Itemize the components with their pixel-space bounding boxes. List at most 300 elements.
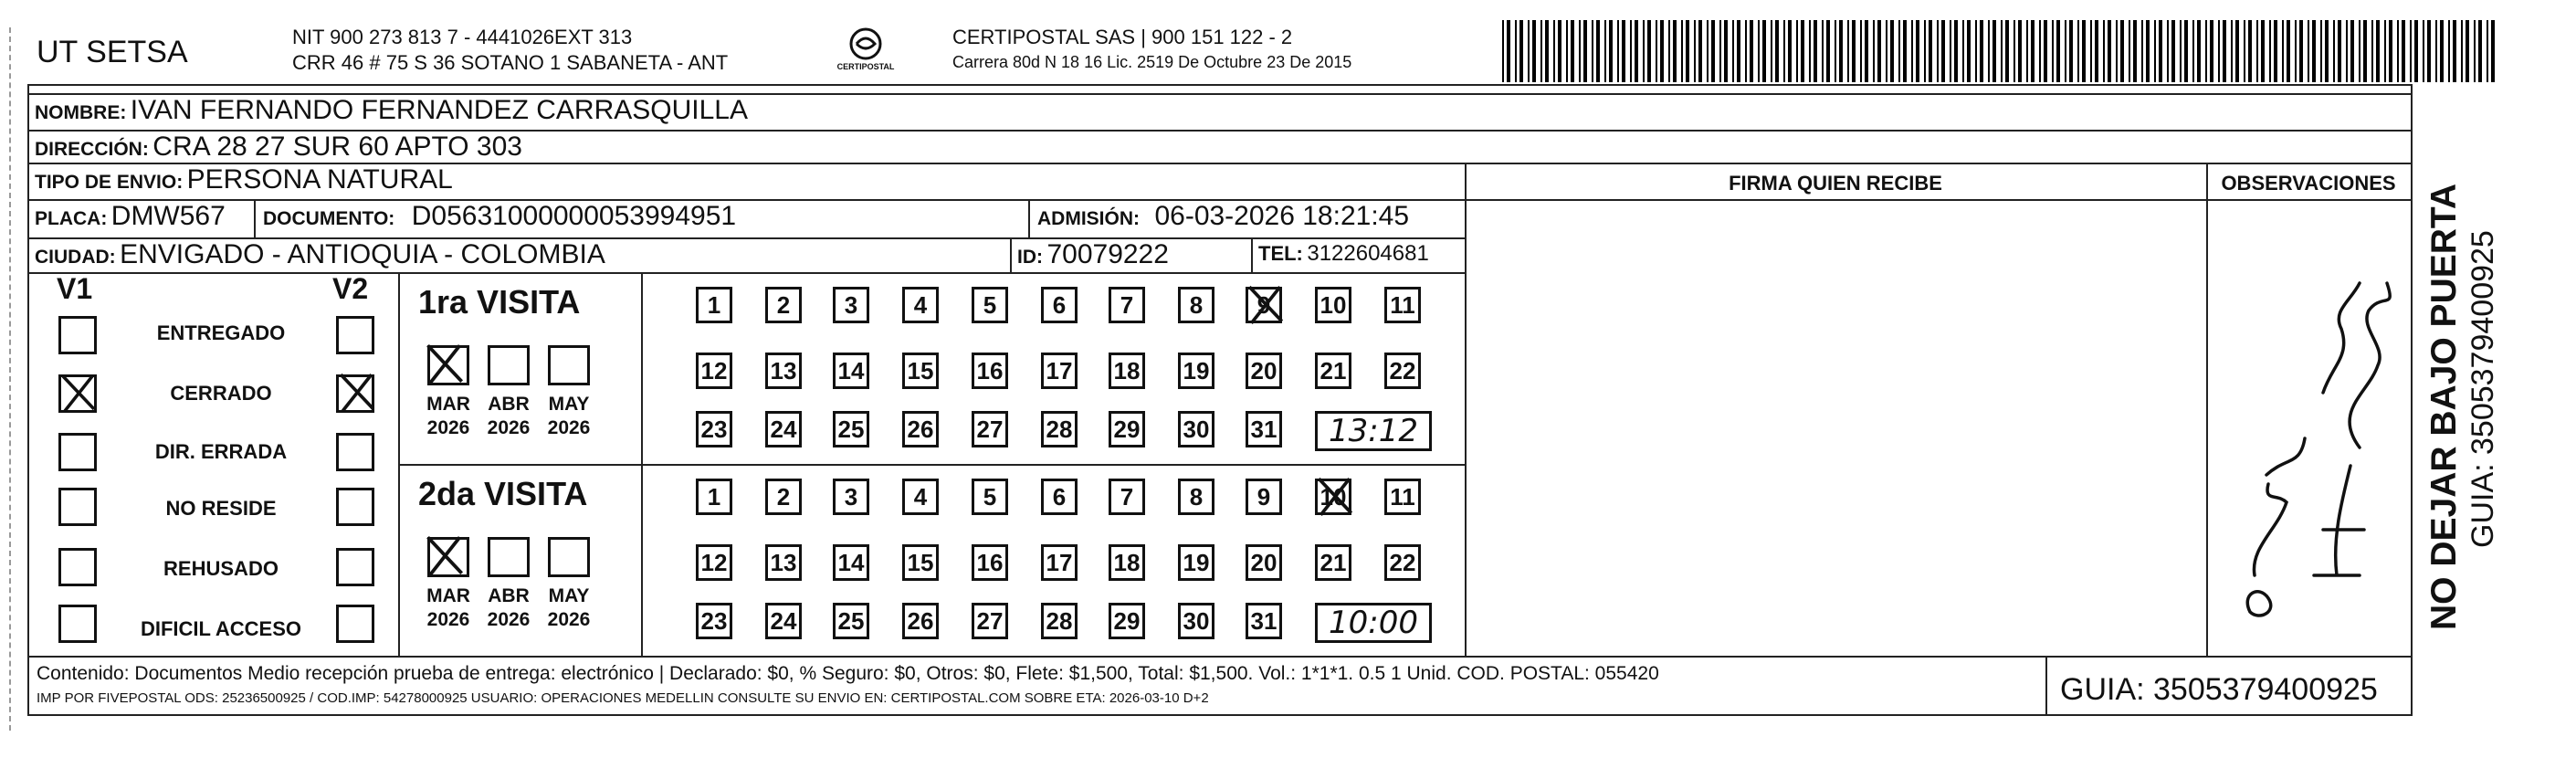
barcode-bar bbox=[1558, 20, 1561, 82]
barcode-bar bbox=[1937, 20, 1939, 82]
day-box-2[interactable]: 2 bbox=[765, 287, 802, 323]
month-checkbox[interactable] bbox=[548, 537, 590, 577]
barcode-bar bbox=[2171, 20, 2175, 82]
day-box-6[interactable]: 6 bbox=[1041, 287, 1078, 323]
barcode-bar bbox=[1528, 20, 1530, 82]
barcode-bar bbox=[1592, 20, 1593, 82]
month-label: MAY 2026 bbox=[547, 585, 591, 630]
tipo-field bbox=[35, 164, 453, 195]
barcode-bar bbox=[2013, 20, 2015, 82]
barcode-bar bbox=[2466, 20, 2469, 82]
barcode-bar bbox=[2218, 20, 2220, 82]
month-checkbox[interactable] bbox=[548, 345, 590, 385]
day-box-26[interactable]: 26 bbox=[902, 603, 939, 639]
month-label: MAR 2026 bbox=[426, 394, 470, 438]
ciudad-value: ENVIGADO - ANTIOQUIA - COLOMBIA bbox=[120, 239, 605, 269]
barcode-bar bbox=[2192, 20, 2194, 82]
day-box-19[interactable]: 19 bbox=[1178, 544, 1214, 581]
barcode-bar bbox=[2320, 20, 2322, 82]
barcode-bar bbox=[2269, 20, 2271, 82]
divider bbox=[1010, 237, 1012, 272]
barcode-bar bbox=[2056, 20, 2060, 82]
day-box-31[interactable]: 31 bbox=[1246, 411, 1282, 447]
barcode-bar bbox=[2261, 20, 2265, 82]
logo-text: CERTIPOSTAL bbox=[836, 62, 895, 71]
day-box-25[interactable]: 25 bbox=[833, 411, 869, 447]
nombre-label: NOMBRE: bbox=[35, 102, 127, 123]
barcode-bar bbox=[2031, 20, 2035, 82]
barcode-bar bbox=[1809, 20, 1811, 82]
day-box-2[interactable]: 2 bbox=[765, 479, 802, 515]
id-label: ID: bbox=[1017, 247, 1043, 268]
ciudad-field bbox=[35, 239, 605, 270]
barcode-bar bbox=[1975, 20, 1977, 82]
check-x-mark bbox=[422, 533, 466, 577]
placa-field bbox=[35, 201, 226, 232]
barcode-bar bbox=[1643, 20, 1645, 82]
barcode-bar bbox=[2039, 20, 2041, 82]
barcode-bar bbox=[1852, 20, 1856, 82]
day-box-13[interactable]: 13 bbox=[765, 353, 802, 389]
barcode-bar bbox=[2287, 20, 2290, 82]
barcode-bar bbox=[2108, 20, 2111, 82]
barcode-bar bbox=[1647, 20, 1651, 82]
barcode-bar bbox=[1579, 20, 1581, 82]
divider bbox=[1028, 199, 1030, 237]
documento-field bbox=[263, 201, 736, 232]
divider bbox=[398, 464, 1465, 466]
barcode-bar bbox=[1732, 20, 1734, 82]
barcode-bar bbox=[1596, 20, 1600, 82]
barcode-bar bbox=[2210, 20, 2213, 82]
barcode-bar bbox=[1911, 20, 1913, 82]
barcode-bar bbox=[2384, 20, 2386, 82]
barcode-bar bbox=[1796, 20, 1798, 82]
barcode-bar bbox=[2146, 20, 2150, 82]
v2-label: V2 bbox=[332, 272, 369, 305]
barcode-bar bbox=[1622, 20, 1625, 82]
barcode-bar bbox=[1898, 20, 1900, 82]
day-box-1[interactable]: 1 bbox=[696, 479, 732, 515]
barcode-bar bbox=[2282, 20, 2284, 82]
month-checkbox[interactable] bbox=[488, 537, 530, 577]
check-x-mark bbox=[1244, 283, 1286, 325]
barcode-bar bbox=[2018, 20, 2022, 82]
barcode-bar bbox=[1656, 20, 1657, 82]
month-label: ABR 2026 bbox=[487, 585, 531, 630]
day-box-1[interactable]: 1 bbox=[696, 287, 732, 323]
barcode-bar bbox=[2116, 20, 2118, 82]
barcode-bar bbox=[2095, 20, 2098, 82]
barcode-bar bbox=[1967, 20, 1971, 82]
day-box-24[interactable]: 24 bbox=[765, 603, 802, 639]
barcode-bar bbox=[2223, 20, 2226, 82]
handwritten-signature bbox=[2213, 228, 2405, 648]
divider bbox=[2411, 84, 2413, 716]
visit-title: 1ra VISITA bbox=[418, 283, 581, 321]
barcode-bar bbox=[1737, 20, 1740, 82]
day-box-30[interactable]: 30 bbox=[1178, 603, 1214, 639]
barcode-bar bbox=[1635, 20, 1638, 82]
barcode-bar bbox=[2363, 20, 2367, 82]
divider bbox=[1465, 163, 1467, 656]
tel-label: TEL: bbox=[1258, 242, 1303, 265]
barcode-bar bbox=[1750, 20, 1753, 82]
barcode-bar bbox=[1502, 20, 1504, 82]
barcode-bar bbox=[1668, 20, 1670, 82]
day-box-20[interactable]: 20 bbox=[1246, 353, 1282, 389]
check-x-mark bbox=[422, 342, 466, 385]
day-box-26[interactable]: 26 bbox=[902, 411, 939, 447]
barcode-bar bbox=[2414, 20, 2418, 82]
carrier-name: CERTIPOSTAL SAS | 900 151 122 - 2 bbox=[952, 26, 1293, 48]
barcode-bar bbox=[1617, 20, 1619, 82]
barcode-bar bbox=[1835, 20, 1836, 82]
barcode-bar bbox=[1916, 20, 1919, 82]
barcode-bar bbox=[2440, 20, 2444, 82]
barcode-bar bbox=[1847, 20, 1849, 82]
barcode-bar bbox=[2325, 20, 2329, 82]
barcode-bar bbox=[1694, 20, 1696, 82]
barcode-bar bbox=[2371, 20, 2373, 82]
nombre-field bbox=[35, 95, 748, 126]
barcode-bar bbox=[1826, 20, 1830, 82]
barcode-bar bbox=[2491, 20, 2495, 82]
day-box-6[interactable]: 6 bbox=[1041, 479, 1078, 515]
day-box-8[interactable]: 8 bbox=[1178, 479, 1214, 515]
barcode-bar bbox=[1873, 20, 1875, 82]
day-box-13[interactable]: 13 bbox=[765, 544, 802, 581]
check-x-mark bbox=[335, 371, 377, 413]
day-box-16[interactable]: 16 bbox=[972, 544, 1008, 581]
day-box-3[interactable]: 3 bbox=[833, 479, 869, 515]
barcode-bar bbox=[2346, 20, 2348, 82]
barcode-bar bbox=[2005, 20, 2009, 82]
barcode-bar bbox=[2129, 20, 2130, 82]
documento-label: DOCUMENTO: bbox=[263, 208, 395, 229]
day-box-12[interactable]: 12 bbox=[696, 353, 732, 389]
day-box-15[interactable]: 15 bbox=[902, 353, 939, 389]
month-label: ABR 2026 bbox=[487, 394, 531, 438]
day-box-11[interactable]: 11 bbox=[1384, 479, 1421, 515]
company-nit: NIT 900 273 813 7 - 4441026EXT 313 bbox=[292, 26, 633, 48]
tipo-label: TIPO DE ENVIO: bbox=[35, 172, 184, 193]
barcode-bar bbox=[2427, 20, 2431, 82]
barcode-bar bbox=[1571, 20, 1574, 82]
barcode-bar bbox=[1962, 20, 1964, 82]
day-box-23[interactable]: 23 bbox=[696, 603, 732, 639]
barcode-bar bbox=[2389, 20, 2392, 82]
barcode-bar bbox=[2044, 20, 2047, 82]
barcode-bar bbox=[2197, 20, 2201, 82]
status-label-dir-errada: DIR. ERRADA bbox=[154, 440, 288, 463]
barcode-bar bbox=[2159, 20, 2162, 82]
barcode-bar bbox=[1698, 20, 1702, 82]
barcode-bar bbox=[2410, 20, 2412, 82]
day-box-31[interactable]: 31 bbox=[1246, 603, 1282, 639]
day-box-14[interactable]: 14 bbox=[833, 544, 869, 581]
barcode-bar bbox=[2077, 20, 2079, 82]
barcode-bar bbox=[2448, 20, 2450, 82]
ciudad-label: CIUDAD: bbox=[35, 247, 116, 268]
barcode-bar bbox=[1783, 20, 1785, 82]
barcode-bar bbox=[1540, 20, 1542, 82]
barcode-bar bbox=[2184, 20, 2188, 82]
barcode-bar bbox=[1929, 20, 1932, 82]
barcode-bar bbox=[1609, 20, 1613, 82]
direccion-field bbox=[35, 132, 522, 163]
barcode-bar bbox=[1886, 20, 1887, 82]
barcode-bar bbox=[2274, 20, 2277, 82]
barcode-bar bbox=[1877, 20, 1881, 82]
barcode bbox=[1502, 20, 2507, 82]
day-box-17[interactable]: 17 bbox=[1041, 353, 1078, 389]
day-box-30[interactable]: 30 bbox=[1178, 411, 1214, 447]
carrier-license: Carrera 80d N 18 16 Lic. 2519 De Octubre 23 De 2015 bbox=[952, 53, 1352, 71]
barcode-bar bbox=[1941, 20, 1945, 82]
day-box-27[interactable]: 27 bbox=[972, 411, 1008, 447]
day-box-22[interactable]: 22 bbox=[1384, 544, 1421, 581]
barcode-bar bbox=[2141, 20, 2143, 82]
direccion-value: CRA 28 27 SUR 60 APTO 303 bbox=[152, 132, 522, 162]
barcode-bar bbox=[1950, 20, 1951, 82]
day-box-22[interactable]: 22 bbox=[1384, 353, 1421, 389]
barcode-bar bbox=[1660, 20, 1664, 82]
month-label: MAY 2026 bbox=[547, 394, 591, 438]
documento-value: D05631000000053994951 bbox=[411, 201, 737, 231]
day-box-4[interactable]: 4 bbox=[902, 479, 939, 515]
barcode-bar bbox=[2487, 20, 2488, 82]
day-box-21[interactable]: 21 bbox=[1315, 353, 1351, 389]
barcode-bar bbox=[2299, 20, 2303, 82]
barcode-bar bbox=[2244, 20, 2245, 82]
day-box-9[interactable]: 9 bbox=[1246, 287, 1282, 323]
day-box-20[interactable]: 20 bbox=[1246, 544, 1282, 581]
barcode-bar bbox=[2167, 20, 2169, 82]
day-box-7[interactable]: 7 bbox=[1109, 479, 1145, 515]
placa-label: PLACA: bbox=[35, 208, 108, 229]
divider bbox=[1251, 237, 1253, 272]
barcode-bar bbox=[1711, 20, 1715, 82]
day-box-4[interactable]: 4 bbox=[902, 287, 939, 323]
divider bbox=[254, 199, 256, 237]
visit-time: 13:12 bbox=[1315, 411, 1432, 451]
barcode-bar bbox=[2461, 20, 2463, 82]
barcode-bar bbox=[2069, 20, 2073, 82]
barcode-bar bbox=[1992, 20, 1996, 82]
day-box-19[interactable]: 19 bbox=[1178, 353, 1214, 389]
barcode-bar bbox=[1839, 20, 1843, 82]
barcode-bar bbox=[1724, 20, 1728, 82]
month-checkbox[interactable] bbox=[488, 345, 530, 385]
day-box-21[interactable]: 21 bbox=[1315, 544, 1351, 581]
barcode-bar bbox=[1532, 20, 1536, 82]
day-box-7[interactable]: 7 bbox=[1109, 287, 1145, 323]
barcode-bar bbox=[1903, 20, 1907, 82]
barcode-bar bbox=[1545, 20, 1549, 82]
barcode-bar bbox=[1801, 20, 1804, 82]
day-box-8[interactable]: 8 bbox=[1178, 287, 1214, 323]
barcode-bar bbox=[1681, 20, 1683, 82]
barcode-bar bbox=[1954, 20, 1958, 82]
barcode-bar bbox=[2235, 20, 2239, 82]
barcode-bar bbox=[2052, 20, 2054, 82]
barcode-bar bbox=[1583, 20, 1587, 82]
tipo-value: PERSONA NATURAL bbox=[186, 164, 453, 195]
barcode-bar bbox=[1762, 20, 1766, 82]
barcode-bar bbox=[2082, 20, 2086, 82]
barcode-bar bbox=[2090, 20, 2092, 82]
divider bbox=[2045, 656, 2047, 716]
day-box-14[interactable]: 14 bbox=[833, 353, 869, 389]
admision-label: ADMISIÓN: bbox=[1037, 208, 1140, 229]
check-x-mark bbox=[1313, 475, 1355, 517]
barcode-bar bbox=[1553, 20, 1555, 82]
day-box-27[interactable]: 27 bbox=[972, 603, 1008, 639]
divider bbox=[1465, 199, 2411, 201]
day-box-16[interactable]: 16 bbox=[972, 353, 1008, 389]
barcode-bar bbox=[2256, 20, 2258, 82]
admision-field bbox=[1037, 201, 1409, 232]
barcode-bar bbox=[2231, 20, 2233, 82]
barcode-bar bbox=[2338, 20, 2341, 82]
visit-title: 2da VISITA bbox=[418, 475, 588, 512]
barcode-bar bbox=[2453, 20, 2456, 82]
day-box-11[interactable]: 11 bbox=[1384, 287, 1421, 323]
day-box-23[interactable]: 23 bbox=[696, 411, 732, 447]
barcode-bar bbox=[1775, 20, 1779, 82]
barcode-bar bbox=[2423, 20, 2424, 82]
barcode-bar bbox=[1980, 20, 1983, 82]
placa-value: DMW567 bbox=[110, 201, 226, 231]
barcode-bar bbox=[2435, 20, 2437, 82]
barcode-bar bbox=[1890, 20, 1894, 82]
certipostal-logo bbox=[833, 26, 899, 80]
barcode-bar bbox=[2350, 20, 2354, 82]
barcode-bar bbox=[2103, 20, 2105, 82]
barcode-bar bbox=[1771, 20, 1772, 82]
barcode-bar bbox=[1860, 20, 1862, 82]
barcode-bar bbox=[2133, 20, 2137, 82]
day-box-10[interactable]: 10 bbox=[1315, 479, 1351, 515]
barcode-bar bbox=[2474, 20, 2476, 82]
divider bbox=[2206, 163, 2208, 656]
status-label-no-reside: NO RESIDE bbox=[165, 497, 277, 520]
barcode-bar bbox=[1686, 20, 1689, 82]
day-box-24[interactable]: 24 bbox=[765, 411, 802, 447]
barcode-bar bbox=[2478, 20, 2482, 82]
divider bbox=[27, 656, 2413, 658]
side-guia: GUIA: 3505379400925 bbox=[2466, 230, 2500, 548]
barcode-bar bbox=[2248, 20, 2252, 82]
barcode-bar bbox=[2308, 20, 2309, 82]
barcode-bar bbox=[1673, 20, 1677, 82]
day-box-3[interactable]: 3 bbox=[833, 287, 869, 323]
v1-label: V1 bbox=[57, 272, 93, 305]
day-box-5[interactable]: 5 bbox=[972, 479, 1008, 515]
day-box-5[interactable]: 5 bbox=[972, 287, 1008, 323]
barcode-bar bbox=[2154, 20, 2156, 82]
company-address: CRR 46 # 75 S 36 SOTANO 1 SABANETA - ANT bbox=[292, 51, 729, 74]
day-box-17[interactable]: 17 bbox=[1041, 544, 1078, 581]
month-label: MAR 2026 bbox=[426, 585, 470, 630]
barcode-bar bbox=[2359, 20, 2360, 82]
status-label-entregado: ENTREGADO bbox=[156, 321, 286, 344]
contenido-text: Contenido: Documentos Medio recepción prueba de entrega: electrónico | Declarado: $0, % Seguro: $0, Otros: $0, Flete: $1,500, Total: $1,500. Vol.: 1*1*1. 0.5 1 Unid. COD. POSTAL: 055420 bbox=[37, 663, 1659, 684]
observaciones-header: OBSERVACIONES bbox=[2221, 172, 2396, 195]
check-x-mark bbox=[58, 373, 98, 413]
barcode-bar bbox=[1745, 20, 1747, 82]
tel-field bbox=[1258, 241, 1429, 267]
barcode-bar bbox=[1507, 20, 1510, 82]
barcode-bar bbox=[2376, 20, 2380, 82]
status-label-cerrado: CERRADO bbox=[170, 382, 272, 405]
barcode-bar bbox=[1865, 20, 1868, 82]
barcode-bar bbox=[1707, 20, 1709, 82]
barcode-bar bbox=[2180, 20, 2182, 82]
barcode-bar bbox=[1988, 20, 1990, 82]
barcode-bar bbox=[2333, 20, 2335, 82]
barcode-bar bbox=[1630, 20, 1632, 82]
barcode-bar bbox=[2120, 20, 2124, 82]
barcode-bar bbox=[2205, 20, 2207, 82]
status-label-dificil-acceso: DIFICIL ACCESO bbox=[140, 617, 301, 640]
side-warning: NO DEJAR BAJO PUERTA bbox=[2424, 183, 2464, 630]
barcode-bar bbox=[1566, 20, 1568, 82]
barcode-bar bbox=[1519, 20, 1523, 82]
day-box-28[interactable]: 28 bbox=[1041, 603, 1078, 639]
barcode-bar bbox=[2295, 20, 2297, 82]
barcode-bar bbox=[2397, 20, 2399, 82]
barcode-bar bbox=[1822, 20, 1824, 82]
id-value: 70079222 bbox=[1046, 239, 1169, 269]
barcode-bar bbox=[1758, 20, 1760, 82]
visit-time: 10:00 bbox=[1315, 603, 1432, 643]
direccion-label: DIRECCIÓN: bbox=[35, 139, 149, 160]
barcode-bar bbox=[1814, 20, 1817, 82]
barcode-bar bbox=[2026, 20, 2028, 82]
id-field bbox=[1017, 239, 1169, 270]
imp-text: IMP POR FIVEPOSTAL ODS: 25236500925 / COD.IMP: 54278000925 USUARIO: OPERACIONES MEDELLIN CONSULTE SU ENVIO EN: CERTIPOSTAL.COM SOBRE ETA: 2026-03-10 D+2 bbox=[37, 690, 1209, 706]
barcode-bar bbox=[2001, 20, 2003, 82]
barcode-bar bbox=[1788, 20, 1792, 82]
day-box-10[interactable]: 10 bbox=[1315, 287, 1351, 323]
tel-value: 3122604681 bbox=[1307, 241, 1429, 266]
admision-value: 06-03-2026 18:21:45 bbox=[1154, 201, 1410, 231]
status-label-rehusado: REHUSADO bbox=[163, 557, 279, 580]
day-box-12[interactable]: 12 bbox=[696, 544, 732, 581]
barcode-bar bbox=[2312, 20, 2316, 82]
barcode-bar bbox=[1515, 20, 1517, 82]
day-box-28[interactable]: 28 bbox=[1041, 411, 1078, 447]
day-box-18[interactable]: 18 bbox=[1109, 544, 1145, 581]
day-box-29[interactable]: 29 bbox=[1109, 603, 1145, 639]
company-name: UT SETSA bbox=[37, 35, 188, 69]
barcode-bar bbox=[2402, 20, 2405, 82]
firma-header: FIRMA QUIEN RECIBE bbox=[1729, 172, 1942, 195]
day-box-9[interactable]: 9 bbox=[1246, 479, 1282, 515]
day-box-18[interactable]: 18 bbox=[1109, 353, 1145, 389]
day-box-29[interactable]: 29 bbox=[1109, 411, 1145, 447]
footer-guia: GUIA: 3505379400925 bbox=[2060, 672, 2378, 707]
barcode-bar bbox=[1604, 20, 1606, 82]
day-box-15[interactable]: 15 bbox=[902, 544, 939, 581]
nombre-value: IVAN FERNANDO FERNANDEZ CARRASQUILLA bbox=[130, 95, 748, 125]
day-box-25[interactable]: 25 bbox=[833, 603, 869, 639]
barcode-bar bbox=[1924, 20, 1926, 82]
cut-line bbox=[9, 27, 11, 731]
barcode-bar bbox=[2065, 20, 2066, 82]
